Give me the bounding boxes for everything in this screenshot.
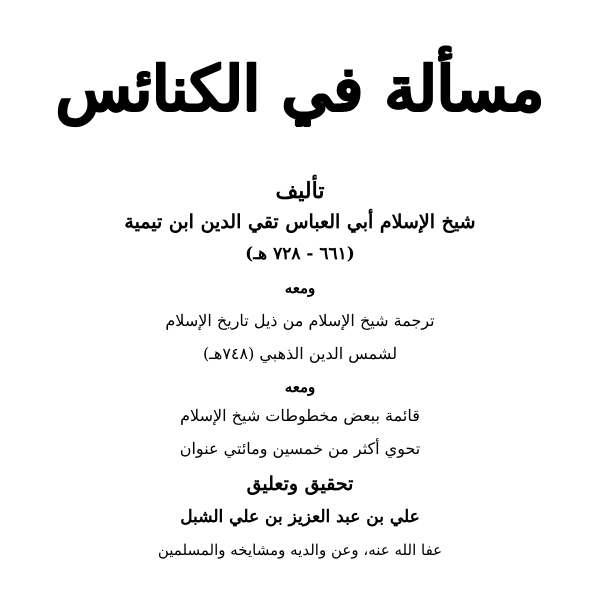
connector-with-biography: ومعه bbox=[284, 279, 316, 297]
biography-line-2: لشمس الدين الذهبي (٧٤٨هـ) bbox=[202, 344, 398, 363]
book-title: مسألة في الكنائس bbox=[55, 52, 545, 125]
author-heading: تأليف bbox=[275, 178, 325, 204]
author-dates: (٦٦١ - ٧٢٨ هـ) bbox=[245, 244, 355, 264]
manuscripts-line-1: قائمة ببعض مخطوطات شيخ الإسلام bbox=[180, 406, 420, 425]
editing-heading: تحقيق وتعليق bbox=[246, 473, 354, 495]
editor-prayer: عفا الله عنه، وعن والديه ومشايخه والمسلمين bbox=[157, 541, 443, 559]
editor-name: علي بن عبد العزيز بن علي الشبل bbox=[180, 507, 420, 527]
connector-with-manuscripts: ومعه bbox=[284, 378, 316, 396]
biography-line-1: ترجمة شيخ الإسلام من ذيل تاريخ الإسلام bbox=[165, 311, 435, 330]
manuscripts-line-2: تحوي أكثر من خمسين ومائتي عنوان bbox=[179, 439, 421, 458]
author-name: شيخ الإسلام أبي العباس تقي الدين ابن تيمية bbox=[124, 211, 476, 233]
